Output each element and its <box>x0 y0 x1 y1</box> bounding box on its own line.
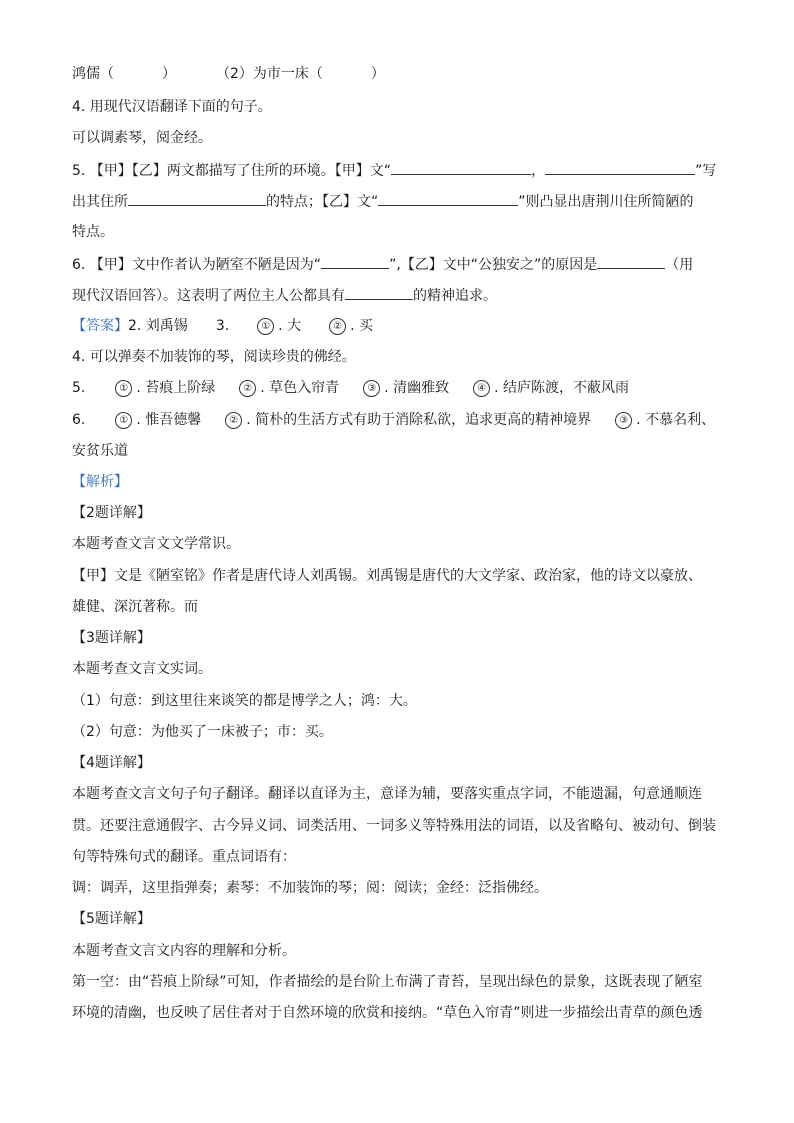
circled-number: ① <box>115 380 132 397</box>
paragraph: 第一空：由“苔痕上阶绿”可知，作者描绘的是台阶上布满了青苔，呈现出绿色的景象，这既表现了陋室 <box>72 974 703 990</box>
answer-blank[interactable] <box>378 191 518 206</box>
answer-line-5: 5. ① . 苔痕上阶绿 ② . 草色入帘青 ③ . 清幽雅致 ④ . 结庐陈渡，不蔽风雨 <box>72 380 629 396</box>
question-6-line-1: 6. 【甲】文中作者认为陋室不陋是因为“ ”,【乙】文中“公独安之”的原因是 （用 <box>72 254 693 275</box>
paragraph: 【甲】文是《陋室铭》作者是唐代诗人刘禹锡。刘禹锡是唐代的大文学家、政治家，他的诗文以豪放、 <box>72 568 702 584</box>
paragraph: 雄健、深沉著称。而 <box>72 599 198 615</box>
answer-line-4: 4. 可以弹奏不加装饰的琴，阅读珍贵的佛经。 <box>72 349 356 365</box>
paragraph: 环境的清幽，也反映了居住者对于自然环境的欣赏和接纳。“草色入帘青”则进一步描绘出青草的颜色透 <box>72 1005 703 1021</box>
answer-blank[interactable] <box>597 254 665 269</box>
paragraph: 调：调弄，这里指弹奏；素琴：不加装饰的琴；阅：阅读；金经：泛指佛经。 <box>72 880 548 896</box>
paragraph: （2）句意：为他买了一床被子；市：买。 <box>72 724 333 740</box>
answer-tag: 【答案】 <box>72 318 128 334</box>
circled-number: ③ <box>363 380 380 397</box>
paragraph: 句等特殊句式的翻译。重点词语有： <box>72 849 296 865</box>
paragraph: 本题考查文言文内容的理解和分析。 <box>72 943 296 959</box>
circled-number: ③ <box>615 412 632 429</box>
section-heading-2: 【2题详解】 <box>72 505 151 521</box>
paragraph: 本题考查文言文句子句子翻译。翻译以直译为主，意译为辅，要落实重点字词，不能遗漏，句意通顺连 <box>72 786 702 802</box>
question-5-line-3: 特点。 <box>72 224 114 240</box>
q3-item-b: （2）为市一床（ <box>216 66 323 82</box>
answer-blank[interactable] <box>128 191 266 206</box>
paragraph: 贯。还要注意通假字、古今异义词、词类活用、一词多义等特殊用法的词语，以及省略句、被动句、倒装 <box>72 818 716 834</box>
question-5-line-2: 出其住所 的特点；【乙】文“ ”则凸显出唐荆川住所简陋的 <box>72 191 694 212</box>
question-4-prompt: 4. 用现代汉语翻译下面的句子。 <box>72 99 272 115</box>
question-4-sentence: 可以调素琴，阅金经。 <box>72 130 212 146</box>
answer-blank[interactable] <box>321 254 389 269</box>
circled-number: ② <box>225 412 242 429</box>
section-heading-3: 【3题详解】 <box>72 630 151 646</box>
question-6-line-2: 现代汉语回答）。这表明了两位主人公都具有 的精神追求。 <box>72 285 497 306</box>
section-heading-4: 【4题详解】 <box>72 755 151 771</box>
answer-blank[interactable] <box>391 160 531 175</box>
circled-number: ① <box>257 318 274 335</box>
answer-line-6-cont: 安贫乐道 <box>72 443 128 459</box>
circled-number: ② <box>239 380 256 397</box>
circled-number: ② <box>329 318 346 335</box>
circled-number: ① <box>115 412 132 429</box>
paragraph: 本题考查文言文文学常识。 <box>72 536 240 552</box>
question-5-line-1: 5. 【甲】【乙】两文都描写了住所的环境。【甲】文“ ， ”写 <box>72 160 716 181</box>
paragraph: 本题考查文言文实词。 <box>72 661 212 677</box>
analysis-tag: 【解析】 <box>72 474 128 490</box>
answer-blank[interactable] <box>545 160 695 175</box>
answer-line-6: 6. ① . 惟吾德馨 ② . 简朴的生活方式有助于消除私欲，追求更高的精神境界 ③ . 不慕名利、 <box>72 412 716 428</box>
paragraph: （1）句意：到这里往来谈笑的都是博学之人；鸿：大。 <box>72 693 417 709</box>
answer-line-2-3: 【答案】2. 刘禹锡 3. ① . 大 ② . 买 <box>72 318 373 334</box>
answer-blank[interactable] <box>345 285 413 300</box>
question-3-line: 鸿儒（ ） （2）为市一床（ ） <box>72 66 385 82</box>
q3-item-a: 鸿儒（ <box>72 66 114 82</box>
circled-number: ④ <box>473 380 490 397</box>
section-heading-5: 【5题详解】 <box>72 911 151 927</box>
